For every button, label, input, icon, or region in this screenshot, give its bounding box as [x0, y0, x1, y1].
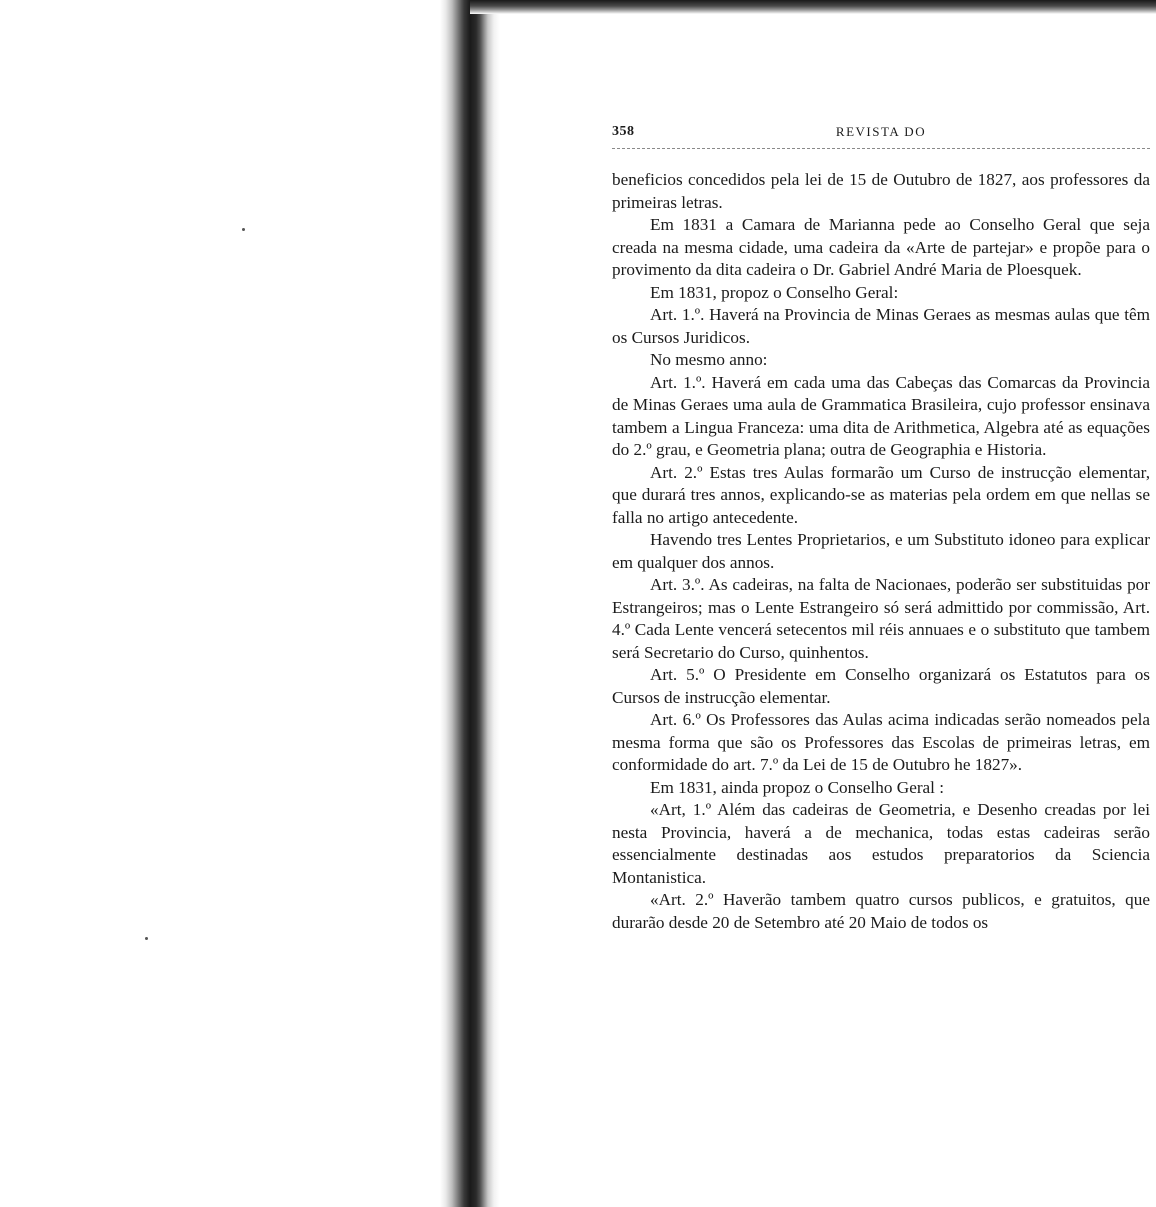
- paragraph: Em 1831, ainda propoz o Conselho Geral :: [650, 777, 945, 797]
- paragraph: No mesmo anno:: [650, 350, 768, 369]
- page-content: [612, 124, 1150, 934]
- scan-speck: [242, 228, 245, 231]
- book-gutter-shadow: [440, 0, 500, 1207]
- scan-speck: [145, 937, 148, 940]
- page-top-edge-shadow: [470, 0, 1156, 14]
- running-head: [612, 124, 1150, 149]
- paragraph: beneficios concedidos pela lei de 15 de Outubro de 1827, aos professores da primeiras letras.: [612, 170, 1150, 212]
- paragraph: Havendo tres Lentes Proprietarios, e um Substituto idoneo para explicar em qualquer dos annos.: [612, 530, 1150, 572]
- paragraph: «Art, 1.º Além das cadeiras de Geometria, e Desenho creadas por lei nesta Provincia, haverá a de mechanica, todas estas cadeiras serão essencialmente destinadas aos estudos preparatorios da Sciencia Montanistica.: [612, 800, 1150, 887]
- paragraph: «Art. 2.º Haverão tambem quatro cursos publicos, e gratuitos, que durarão desde 20 de Setembro até 20 Maio de todos os: [612, 890, 1150, 932]
- paragraph: Em 1831, propoz o Conselho Geral:: [650, 282, 899, 302]
- body-text: [612, 169, 1150, 934]
- paragraph: Art. 1.º. Haverá na Provincia de Minas Geraes as mesmas aulas que têm os Cursos Juridicos.: [612, 305, 1150, 347]
- paragraph: Art. 1.º. Haverá em cada uma das Cabeças das Comarcas da Provincia de Minas Geraes uma aula de Grammatica Brasileira, cujo professor ensinava tambem a Lingua Franceza: uma dita de Arithmetica, Algebra até as equações do 2.º grau, e Geometria plana; outra de Geographia e Historia.: [612, 372, 1150, 459]
- paragraph: Art. 3.º. As cadeiras, na falta de Nacionaes, poderão ser substituidas por Estrangeiros; mas o Lente Estrangeiro só será admittido por commissão, Art. 4.º Cada Lente vencerá setecentos mil réis annuaes e o substituto que tambem será Secretario do Curso, quinhentos.: [612, 575, 1150, 662]
- paragraph: Art. 2.º Estas tres Aulas formarão um Curso de instrucção elementar, que durará tres annos, explicando-se as materias pela ordem em que nellas se falla no artigo antecedente.: [612, 462, 1150, 527]
- running-title: REVISTA DO: [835, 124, 927, 139]
- page-number: 358: [612, 124, 635, 139]
- paragraph: Em 1831 a Camara de Marianna pede ao Conselho Geral que seja creada na mesma cidade, uma cadeira da «Arte de partejar» e propõe para o provimento da dita cadeira o Dr. Gabriel André Maria de Ploesquek.: [612, 215, 1150, 279]
- paragraph: Art. 5.º O Presidente em Conselho organizará os Estatutos para os Cursos de instrucção elementar.: [612, 665, 1150, 707]
- paragraph: Art. 6.º Os Professores das Aulas acima indicadas serão nomeados pela mesma forma que são os Professores das Escolas de primeiras letras, em conformidade do art. 7.º da Lei de 15 de Outubro he 1827».: [612, 710, 1150, 774]
